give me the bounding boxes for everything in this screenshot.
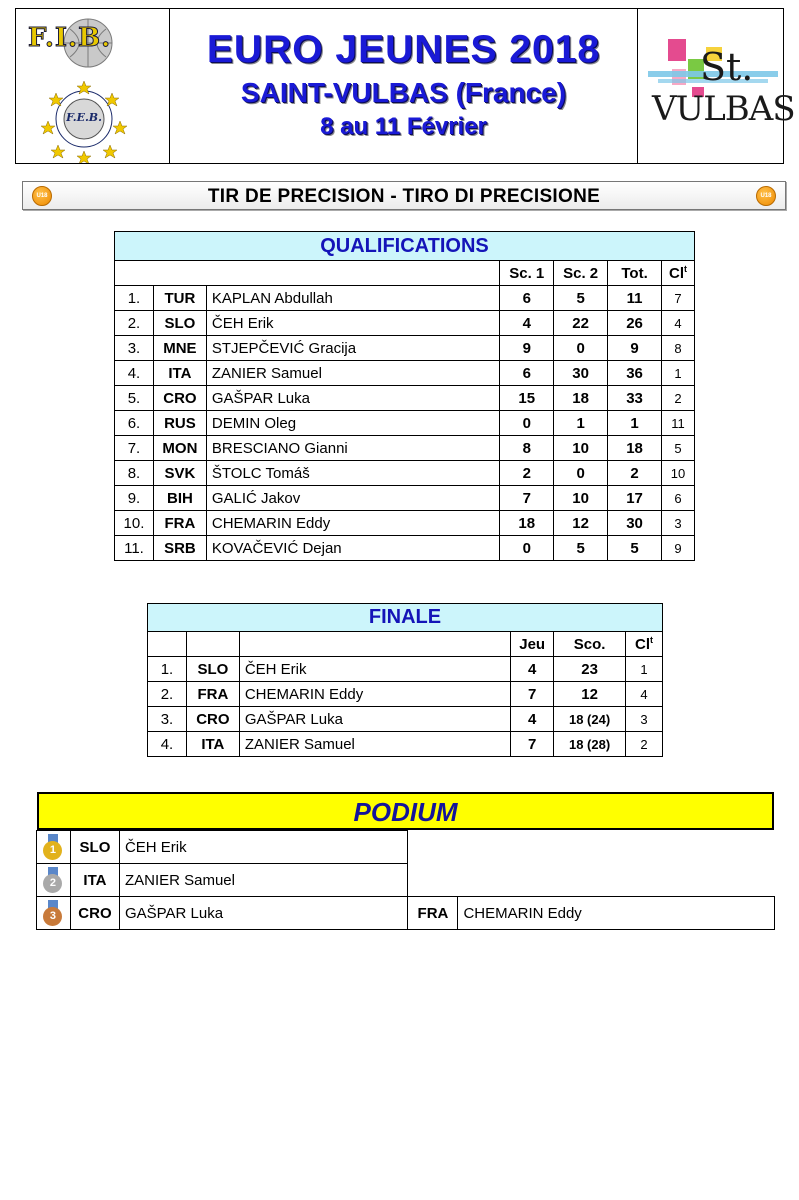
header-sc1: Sc. 1 bbox=[500, 261, 554, 286]
podium-title: PODIUM bbox=[37, 792, 774, 830]
fib-logo bbox=[16, 9, 170, 163]
rank-cell: 2. bbox=[115, 311, 154, 336]
rank-cell: 3. bbox=[115, 336, 154, 361]
score1-cell: 8 bbox=[500, 436, 554, 461]
podium-country: SLO bbox=[70, 831, 119, 864]
name-cell: CHEMARIN Eddy bbox=[206, 511, 499, 536]
qualification-row bbox=[115, 411, 695, 436]
score1-cell: 0 bbox=[500, 536, 554, 561]
score2-cell: 10 bbox=[554, 486, 608, 511]
classement-cell: 1 bbox=[626, 657, 663, 682]
podium-country: CRO bbox=[70, 897, 119, 930]
qualifications-header-row bbox=[115, 261, 695, 286]
country-cell: SRB bbox=[153, 536, 206, 561]
classement-cell: 7 bbox=[662, 286, 695, 311]
rank-cell: 7. bbox=[115, 436, 154, 461]
fib-logo-text: F.I.B. bbox=[28, 23, 112, 53]
score2-cell: 18 bbox=[554, 386, 608, 411]
country-cell: SVK bbox=[153, 461, 206, 486]
country-cell: SLO bbox=[186, 657, 239, 682]
rank-cell: 6. bbox=[115, 411, 154, 436]
header-cl: Cl$^t$ bbox=[626, 632, 663, 657]
finale-title: FINALE bbox=[148, 604, 663, 632]
score1-cell: 6 bbox=[500, 286, 554, 311]
classement-cell: 4 bbox=[662, 311, 695, 336]
total-cell: 11 bbox=[608, 286, 662, 311]
header-titles bbox=[170, 9, 637, 163]
qualification-row bbox=[115, 286, 695, 311]
total-cell: 1 bbox=[608, 411, 662, 436]
qualification-row bbox=[115, 486, 695, 511]
rank-cell: 4. bbox=[115, 361, 154, 386]
name-cell: GAŠPAR Luka bbox=[239, 707, 510, 732]
qualification-row bbox=[115, 361, 695, 386]
rank-cell: 8. bbox=[115, 461, 154, 486]
score1-cell: 4 bbox=[500, 311, 554, 336]
rank-cell: 1. bbox=[148, 657, 187, 682]
classement-cell: 8 bbox=[662, 336, 695, 361]
podium-row-third bbox=[37, 897, 775, 930]
qualification-row bbox=[115, 536, 695, 561]
country-cell: TUR bbox=[153, 286, 206, 311]
qualification-row bbox=[115, 336, 695, 361]
classement-cell: 2 bbox=[662, 386, 695, 411]
bronze-medal-icon: 3 bbox=[37, 897, 71, 930]
header-cl: Cl$^t$ bbox=[662, 261, 695, 286]
podium-row-first bbox=[37, 831, 775, 864]
total-cell: 30 bbox=[608, 511, 662, 536]
rank-cell: 9. bbox=[115, 486, 154, 511]
jeu-cell: 4 bbox=[511, 657, 554, 682]
classement-cell: 2 bbox=[626, 732, 663, 757]
score2-cell: 5 bbox=[554, 536, 608, 561]
feb-emblem-text: F.E.B. bbox=[66, 111, 102, 124]
country-cell: CRO bbox=[186, 707, 239, 732]
country-cell: BIH bbox=[153, 486, 206, 511]
st-vulbas-big-text: VULBAS bbox=[652, 89, 795, 129]
u18-badge-left: U18 bbox=[32, 186, 52, 206]
name-cell: DEMIN Oleg bbox=[206, 411, 499, 436]
score-cell: 18 (28) bbox=[554, 732, 626, 757]
name-cell: STJEPČEVIĆ Gracija bbox=[206, 336, 499, 361]
rank-cell: 1. bbox=[115, 286, 154, 311]
total-cell: 33 bbox=[608, 386, 662, 411]
header-tot: Tot. bbox=[608, 261, 662, 286]
name-cell: KOVAČEVIĆ Dejan bbox=[206, 536, 499, 561]
score2-cell: 22 bbox=[554, 311, 608, 336]
rank-cell: 3. bbox=[148, 707, 187, 732]
total-cell: 36 bbox=[608, 361, 662, 386]
u18-badge-right: U18 bbox=[756, 186, 776, 206]
podium-name: ČEH Erik bbox=[119, 831, 408, 864]
score2-cell: 5 bbox=[554, 286, 608, 311]
classement-cell: 3 bbox=[626, 707, 663, 732]
finale-row bbox=[148, 682, 663, 707]
rank-cell: 4. bbox=[148, 732, 187, 757]
gold-medal-icon: 1 bbox=[37, 831, 71, 864]
score-cell: 12 bbox=[554, 682, 626, 707]
country-cell: MON bbox=[153, 436, 206, 461]
score2-cell: 12 bbox=[554, 511, 608, 536]
name-cell: CHEMARIN Eddy bbox=[239, 682, 510, 707]
finale-table bbox=[147, 603, 663, 757]
country-cell: ITA bbox=[153, 361, 206, 386]
score2-cell: 30 bbox=[554, 361, 608, 386]
score1-cell: 2 bbox=[500, 461, 554, 486]
score2-cell: 10 bbox=[554, 436, 608, 461]
classement-cell: 10 bbox=[662, 461, 695, 486]
podium-country: FRA bbox=[408, 897, 458, 930]
name-cell: ZANIER Samuel bbox=[206, 361, 499, 386]
event-header bbox=[15, 8, 795, 164]
qualification-row bbox=[115, 461, 695, 486]
name-cell: ZANIER Samuel bbox=[239, 732, 510, 757]
podium-name: CHEMARIN Eddy bbox=[458, 897, 775, 930]
classement-cell: 6 bbox=[662, 486, 695, 511]
classement-cell: 1 bbox=[662, 361, 695, 386]
podium-name: ZANIER Samuel bbox=[119, 864, 408, 897]
podium-name: GAŠPAR Luka bbox=[119, 897, 408, 930]
country-cell: SLO bbox=[153, 311, 206, 336]
score1-cell: 18 bbox=[500, 511, 554, 536]
country-cell: FRA bbox=[153, 511, 206, 536]
qualifications-table bbox=[114, 231, 695, 561]
qualification-row bbox=[115, 386, 695, 411]
podium-country: ITA bbox=[70, 864, 119, 897]
rank-cell: 10. bbox=[115, 511, 154, 536]
name-cell: GAŠPAR Luka bbox=[206, 386, 499, 411]
finale-row bbox=[148, 707, 663, 732]
name-cell: ČEH Erik bbox=[206, 311, 499, 336]
classement-cell: 9 bbox=[662, 536, 695, 561]
finale-row bbox=[148, 732, 663, 757]
rank-cell: 5. bbox=[115, 386, 154, 411]
total-cell: 2 bbox=[608, 461, 662, 486]
qualifications-title: QUALIFICATIONS bbox=[115, 232, 695, 261]
header-jeu: Jeu bbox=[511, 632, 554, 657]
total-cell: 17 bbox=[608, 486, 662, 511]
score1-cell: 6 bbox=[500, 361, 554, 386]
total-cell: 26 bbox=[608, 311, 662, 336]
silver-medal-icon: 2 bbox=[37, 864, 71, 897]
total-cell: 18 bbox=[608, 436, 662, 461]
country-cell: CRO bbox=[153, 386, 206, 411]
score2-cell: 1 bbox=[554, 411, 608, 436]
rank-cell: 2. bbox=[148, 682, 187, 707]
qualification-row bbox=[115, 511, 695, 536]
name-cell: ŠTOLC Tomáš bbox=[206, 461, 499, 486]
qualification-row bbox=[115, 311, 695, 336]
header-sco: Sco. bbox=[554, 632, 626, 657]
score2-cell: 0 bbox=[554, 336, 608, 361]
jeu-cell: 4 bbox=[511, 707, 554, 732]
name-cell: BRESCIANO Gianni bbox=[206, 436, 499, 461]
classement-cell: 11 bbox=[662, 411, 695, 436]
header-sc2: Sc. 2 bbox=[554, 261, 608, 286]
event-location: SAINT-VULBAS (France) bbox=[240, 77, 567, 108]
finale-header-row bbox=[148, 632, 663, 657]
total-cell: 5 bbox=[608, 536, 662, 561]
classement-cell: 3 bbox=[662, 511, 695, 536]
discipline-bar bbox=[22, 181, 786, 210]
country-cell: FRA bbox=[186, 682, 239, 707]
st-vulbas-small-text: St. bbox=[700, 45, 754, 89]
score1-cell: 15 bbox=[500, 386, 554, 411]
name-cell: GALIĆ Jakov bbox=[206, 486, 499, 511]
country-cell: ITA bbox=[186, 732, 239, 757]
jeu-cell: 7 bbox=[511, 682, 554, 707]
score-cell: 23 bbox=[554, 657, 626, 682]
discipline-title: TIR DE PRECISION - TIRO DI PRECISIONE bbox=[207, 186, 601, 207]
qualification-row bbox=[115, 436, 695, 461]
st-vulbas-logo bbox=[637, 9, 795, 163]
name-cell: KAPLAN Abdullah bbox=[206, 286, 499, 311]
classement-cell: 4 bbox=[626, 682, 663, 707]
score1-cell: 0 bbox=[500, 411, 554, 436]
score1-cell: 9 bbox=[500, 336, 554, 361]
country-cell: MNE bbox=[153, 336, 206, 361]
event-title: EURO JEUNES 2018 bbox=[206, 28, 601, 71]
name-cell: ČEH Erik bbox=[239, 657, 510, 682]
score-cell: 18 (24) bbox=[554, 707, 626, 732]
score1-cell: 7 bbox=[500, 486, 554, 511]
rank-cell: 11. bbox=[115, 536, 154, 561]
event-dates: 8 au 11 Février bbox=[320, 113, 487, 140]
score2-cell: 0 bbox=[554, 461, 608, 486]
jeu-cell: 7 bbox=[511, 732, 554, 757]
classement-cell: 5 bbox=[662, 436, 695, 461]
finale-row bbox=[148, 657, 663, 682]
podium-table bbox=[36, 830, 775, 930]
country-cell: RUS bbox=[153, 411, 206, 436]
total-cell: 9 bbox=[608, 336, 662, 361]
